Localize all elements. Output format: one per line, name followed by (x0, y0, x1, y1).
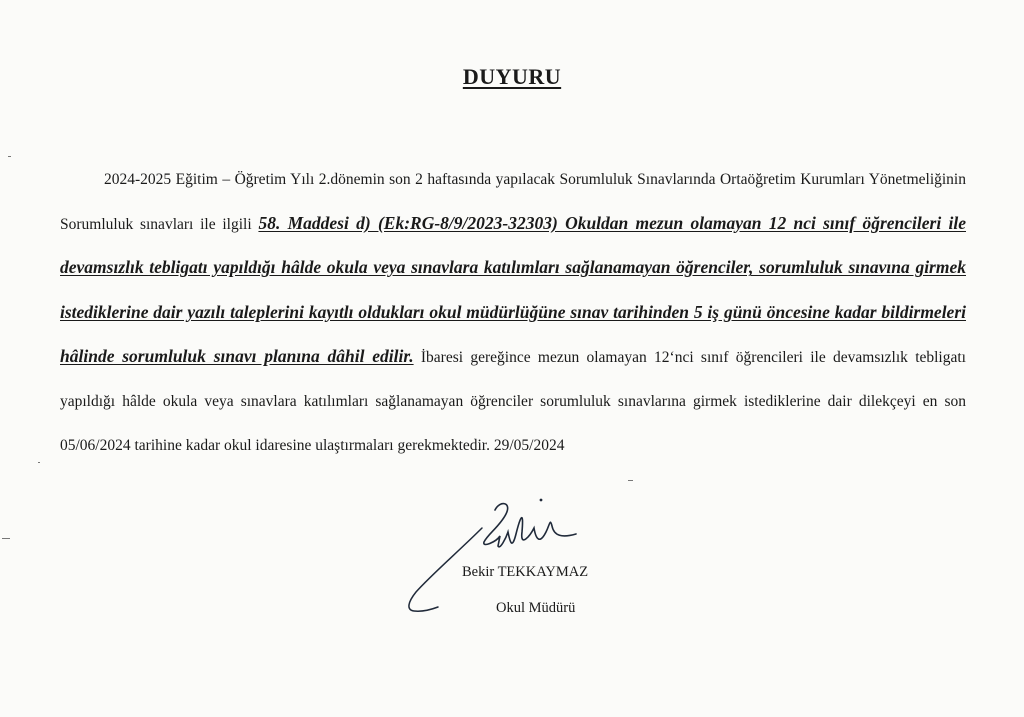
scan-speck (8, 156, 11, 157)
scan-speck (2, 538, 10, 539)
signatory-role: Okul Müdürü (496, 600, 576, 616)
signatory-name: Bekir TEKKAYMAZ (462, 564, 589, 580)
body-intro-text: 2024-2025 Eğitim – Öğretim Yılı 2.dönemin son 2 haftasında yapılacak Sorumluluk Sınavlarında Ortaöğretim Kurumları Yönetmeliğinin Sorumluluk sınavları ile ilgili (60, 171, 966, 233)
document-title: DUYURU (462, 64, 562, 89)
document-body (60, 158, 966, 467)
scan-speck (628, 480, 633, 481)
signature-block (400, 488, 640, 628)
body-rest-text: İbaresi gereğince mezun olamayan 12‘nci sınıf öğrencileri ile devamsızlık tebligatı yapıldığı hâlde okula veya sınavlara katılımları sağlanamayan öğrenciler sorumluluk sınavlarına girmek istediklerine dair dilekçeyi en son 05/06/2024 tarihine kadar okul idaresine ulaştırmaları gerekmektedir. 29/05/2024 (60, 349, 966, 454)
quoted-regulation-text: 58. Maddesi d) (Ek:RG-8/9/2023-32303) Okuldan mezun olamayan 12 nci sınıf öğrencileri ile devamsızlık tebligatı yapıldığı hâlde okula veya sınavlara katılımları sağlanamayan öğrenciler, sorumluluk sınavına girmek istediklerine dair yazılı taleplerini kayıtlı oldukları okul müdürlüğüne sınav tarihinden 5 iş günü öncesine kadar bildirmeleri hâlinde sorumluluk sınavı planına dâhil edilir. (60, 212, 966, 367)
scan-speck (38, 462, 40, 463)
